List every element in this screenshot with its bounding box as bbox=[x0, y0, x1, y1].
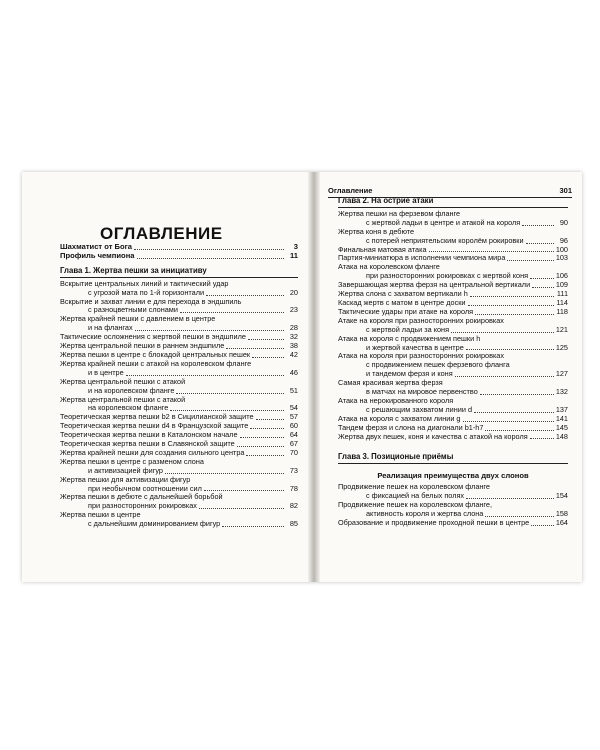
toc-entry bbox=[338, 433, 568, 442]
dot-leader bbox=[226, 348, 284, 349]
dot-leader bbox=[474, 412, 554, 413]
toc-entry-line: при необычном соотношении сил bbox=[88, 483, 202, 493]
toc-page-number: 148 bbox=[555, 431, 568, 441]
toc-entry bbox=[338, 317, 568, 335]
dot-leader bbox=[165, 473, 284, 474]
toc-page-number: 158 bbox=[555, 509, 568, 518]
toc-page-number: 137 bbox=[555, 404, 568, 414]
toc-entry-line: Жертва слона с захватом вертикали h bbox=[338, 289, 468, 299]
toc-page-number: 42 bbox=[289, 349, 298, 359]
dot-leader bbox=[485, 430, 553, 431]
toc-entry-line: в матчах на мировое первенство bbox=[366, 387, 478, 397]
toc-entry-line: Жертва крайней пешки для создания сильного центра bbox=[60, 447, 245, 457]
toc-entry-line: Самая красивая жертва ферзя bbox=[338, 378, 443, 388]
toc-entry-line: Жертва пешки в центре с блокадой центральных пешек bbox=[60, 349, 251, 359]
toc-entry-line: и на королевском фланге bbox=[88, 385, 175, 395]
dot-leader bbox=[475, 314, 554, 315]
running-head-title: Оглавление bbox=[328, 186, 373, 195]
dot-leader bbox=[134, 249, 284, 250]
toc-page-number: 54 bbox=[289, 403, 298, 413]
toc-page-number: 78 bbox=[289, 483, 298, 493]
toc-entry-line: Вскрытие и захват линии е для перехода в эндшпиль bbox=[60, 296, 242, 306]
toc-entry-line: Жертва крайней пешки с давлением в центре bbox=[60, 314, 216, 324]
dot-leader bbox=[468, 305, 555, 306]
toc-page-number: 38 bbox=[289, 341, 298, 351]
left-page bbox=[22, 172, 308, 582]
toc-page-number: 46 bbox=[289, 367, 298, 377]
toc-page-number: 60 bbox=[289, 421, 298, 431]
toc-page-number: 127 bbox=[555, 369, 568, 379]
page-number: 301 bbox=[559, 186, 572, 195]
toc-page-number: 57 bbox=[289, 412, 298, 422]
toc-entry-line: Образование и продвижение проходной пешки в центре bbox=[338, 517, 530, 527]
toc-page-number: 96 bbox=[559, 235, 568, 245]
dot-leader bbox=[204, 490, 284, 491]
toc-entry bbox=[60, 458, 298, 476]
toc-entry-line: и активизацией фигур bbox=[88, 465, 163, 475]
toc-page-number: 28 bbox=[289, 323, 298, 333]
dot-leader bbox=[485, 516, 553, 517]
toc-entry bbox=[60, 315, 298, 333]
toc-entry-line: Атака на короля с продвижением пешки h bbox=[338, 333, 481, 343]
toc-entry-line: Продвижение пешек на королевском фланге bbox=[338, 482, 490, 492]
toc-page-number: 132 bbox=[555, 387, 568, 397]
dot-leader bbox=[532, 287, 554, 288]
toc-entry-line: Жертва коня в дебюте bbox=[338, 226, 415, 236]
toc-entry-line: Жертва центральной пешки с атакой bbox=[60, 394, 186, 404]
toc-entry-line: Шахматист от Бога bbox=[60, 242, 133, 251]
dot-leader bbox=[466, 498, 554, 499]
chapter-heading: Глава 2. На острие атаки bbox=[338, 197, 568, 208]
toc-entry-line: Жертва центральной пешки в раннем эндшпиле bbox=[60, 341, 225, 351]
toc-page-number: 90 bbox=[559, 217, 568, 227]
toc-entry-line: Атака на короля при разносторонних рокировках bbox=[338, 351, 505, 361]
toc-page-number: 114 bbox=[556, 297, 568, 307]
dot-leader bbox=[530, 278, 554, 279]
toc-page-number: 106 bbox=[555, 271, 568, 281]
dot-leader bbox=[237, 446, 284, 447]
toc-page-number: 64 bbox=[289, 430, 298, 440]
toc-entry-line: Тактические удары при атаке на короля bbox=[338, 306, 474, 316]
toc-entry-line: Жертва крайней пешки с атакой на королевском фланге bbox=[60, 358, 252, 368]
toc-entry-line: Завершающая жертва ферзя на центральной вертикали bbox=[338, 280, 531, 290]
dot-leader bbox=[530, 438, 554, 439]
toc-entry bbox=[60, 493, 298, 511]
toc-entry-line: с фиксацией на белых полях bbox=[366, 491, 465, 501]
toc-entry bbox=[338, 263, 568, 281]
dot-leader bbox=[470, 296, 554, 297]
dot-leader bbox=[531, 525, 554, 526]
toc-page-number: 145 bbox=[555, 422, 568, 432]
toc-entry-line: при разносторонних рокировках с жертвой коня bbox=[366, 271, 529, 281]
toc-entry bbox=[60, 252, 298, 261]
toc-entry-line: Атака на короля с захватом линии g bbox=[338, 413, 461, 423]
toc-entry-line: и на флангах bbox=[88, 323, 133, 333]
dot-leader bbox=[126, 375, 284, 376]
dot-leader bbox=[199, 508, 284, 509]
section-heading: Реализация преимущества двух слонов bbox=[377, 471, 529, 481]
toc-page-number: 11 bbox=[289, 250, 298, 260]
toc-entry-line: с дальнейшим доминированием фигур bbox=[88, 519, 221, 529]
toc-entry-line: с решающим захватом линии d bbox=[366, 404, 473, 414]
toc-entry bbox=[338, 335, 568, 353]
toc-entry-line: Продвижение пешек на королевском фланге, bbox=[338, 500, 492, 510]
dot-leader bbox=[463, 421, 554, 422]
dot-leader bbox=[137, 258, 284, 259]
toc-entry-line: Каскад жертв с матом в центре доски bbox=[338, 297, 466, 307]
dot-leader bbox=[451, 332, 554, 333]
dot-leader bbox=[522, 225, 554, 226]
toc-page-number: 85 bbox=[289, 519, 298, 529]
toc-page-number: 20 bbox=[289, 287, 298, 297]
toc-page-number: 3 bbox=[293, 242, 298, 251]
toc-entry bbox=[338, 210, 568, 228]
toc-entry-line: с жертвой ладьи за коня bbox=[366, 324, 450, 334]
toc-entry-line: с разноцветными слонами bbox=[88, 305, 178, 315]
toc-page-number: 70 bbox=[289, 447, 298, 457]
toc-page-number: 118 bbox=[556, 306, 568, 316]
toc-entry bbox=[60, 476, 298, 494]
dot-leader bbox=[246, 455, 284, 456]
dot-leader bbox=[222, 526, 284, 527]
dot-leader bbox=[507, 260, 553, 261]
toc-entry bbox=[60, 360, 298, 378]
toc-entry bbox=[60, 378, 298, 396]
toc-entry-line: Теоретическая жертва пешки в Каталонском начале bbox=[60, 430, 238, 440]
toc-entry-line: Тактические осложнения с жертвой пешки в эндшпиле bbox=[60, 332, 246, 342]
toc-page-number: 109 bbox=[555, 280, 568, 290]
toc-entry-line: и в центре bbox=[88, 367, 124, 377]
toc-entry bbox=[60, 280, 298, 298]
toc-entry bbox=[338, 228, 568, 246]
right-page bbox=[320, 172, 582, 582]
toc-entry-line: Вскрытие центральных линий и тактический удар bbox=[60, 278, 229, 288]
toc-title: ОГЛАВЛЕНИЕ bbox=[100, 224, 223, 243]
dot-leader bbox=[466, 349, 554, 350]
dot-leader bbox=[256, 419, 284, 420]
toc-page-number: 51 bbox=[289, 385, 298, 395]
toc-entry bbox=[60, 298, 298, 316]
toc-page-number: 82 bbox=[289, 501, 298, 511]
toc-entry-line: Жертва пешки для активизации фигур bbox=[60, 474, 191, 484]
toc-entry bbox=[338, 483, 568, 501]
toc-entry-line: с жертвой ладьи в центре и атакой на короля bbox=[366, 217, 521, 227]
toc-page-number: 103 bbox=[555, 253, 568, 263]
toc-entry bbox=[60, 511, 298, 529]
toc-entry-line: Атака на королевском фланге bbox=[338, 262, 440, 272]
dot-leader bbox=[480, 394, 554, 395]
toc-entry-line: Жертва центральной пешки с атакой bbox=[60, 376, 186, 386]
toc-page-number: 154 bbox=[555, 491, 568, 501]
toc-entry-line: активность короля и жертва слона bbox=[366, 509, 484, 518]
dot-leader bbox=[206, 295, 284, 296]
toc-entry-line: Жертва двух пешек, коня и качества с атакой на короля bbox=[338, 431, 528, 441]
toc-page-number: 141 bbox=[555, 413, 568, 423]
dot-leader bbox=[250, 428, 284, 429]
toc-entry-line: с продвижением пешек ферзевого фланга bbox=[366, 360, 510, 370]
toc-entry-line: Теоретическая жертва пешки в Славянской защите bbox=[60, 439, 235, 449]
toc-entry-line: Партия-миниатюра в исполнении чемпиона мира bbox=[338, 253, 506, 263]
book-spread bbox=[22, 172, 582, 582]
toc-entry bbox=[60, 396, 298, 414]
book-gutter bbox=[308, 172, 320, 582]
toc-page-number: 73 bbox=[289, 465, 298, 475]
toc-entry-line: Жертва пешки на ферзевом фланге bbox=[338, 208, 461, 218]
toc-entry bbox=[338, 501, 568, 519]
dot-leader bbox=[240, 437, 285, 438]
toc-entry-line: с угрозой мата по 1-й горизонтали bbox=[88, 287, 205, 297]
chapter-heading: Глава 3. Позиционые приёмы bbox=[338, 453, 568, 464]
toc-entry-line: и жертвой качества в центре bbox=[366, 342, 464, 352]
toc-entry bbox=[338, 352, 568, 379]
dot-leader bbox=[180, 312, 284, 313]
toc-entry-line: при разносторонних рокировках bbox=[88, 501, 197, 511]
toc-entry-line: Тандем ферзя и слона на диагонали b1-h7 bbox=[338, 422, 484, 432]
dot-leader bbox=[248, 339, 284, 340]
toc-entry-line: на королевском фланге bbox=[88, 403, 169, 413]
chapter-heading: Глава 1. Жертва пешки за инициативу bbox=[60, 267, 298, 278]
dot-leader bbox=[455, 376, 554, 377]
dot-leader bbox=[252, 357, 284, 358]
toc-entry bbox=[338, 397, 568, 415]
dot-leader bbox=[135, 330, 284, 331]
toc-entry-line: Жертва пешки в центре bbox=[60, 510, 141, 520]
toc-entry-line: Жертва пешки в центре с разменом слона bbox=[60, 456, 204, 466]
toc-entry-line: Финальная матовая атака bbox=[338, 244, 427, 254]
toc-page-number: 100 bbox=[555, 244, 568, 254]
toc-page-number: 121 bbox=[555, 324, 568, 334]
toc-page-number: 23 bbox=[289, 305, 298, 315]
toc-entry-line: Атаке на короля при разносторонних рокировках bbox=[338, 315, 504, 325]
dot-leader bbox=[429, 251, 554, 252]
toc-entry-line: с потерей неприятельским королём рокировки bbox=[366, 235, 524, 245]
dot-leader bbox=[170, 410, 284, 411]
toc-page-number: 67 bbox=[289, 439, 298, 449]
right-entry-list bbox=[338, 197, 568, 528]
toc-entry-line: Атака на нерокированного короля bbox=[338, 395, 454, 405]
toc-entry-line: Жертва пешки в дебюте с дальнейшей борьбой bbox=[60, 492, 223, 502]
toc-entry-line: Профиль чемпиона bbox=[60, 250, 135, 260]
toc-page-number: 125 bbox=[555, 342, 568, 352]
dot-leader bbox=[176, 393, 284, 394]
toc-entry bbox=[338, 379, 568, 397]
toc-page-number: 32 bbox=[289, 332, 298, 342]
toc-page-number: 164 bbox=[555, 517, 568, 527]
toc-entry bbox=[338, 519, 568, 528]
toc-entry-line: Теоретическая жертва пешки b2 в Сицилианской защите bbox=[60, 412, 254, 422]
toc-page-number: 111 bbox=[556, 289, 568, 299]
dot-leader bbox=[526, 243, 554, 244]
toc-entry-line: и тандемом ферзя и коня bbox=[366, 369, 453, 379]
toc-entry-line: Теоретическая жертва пешки d4 в Французской защите bbox=[60, 421, 249, 431]
left-entry-list bbox=[60, 243, 298, 529]
